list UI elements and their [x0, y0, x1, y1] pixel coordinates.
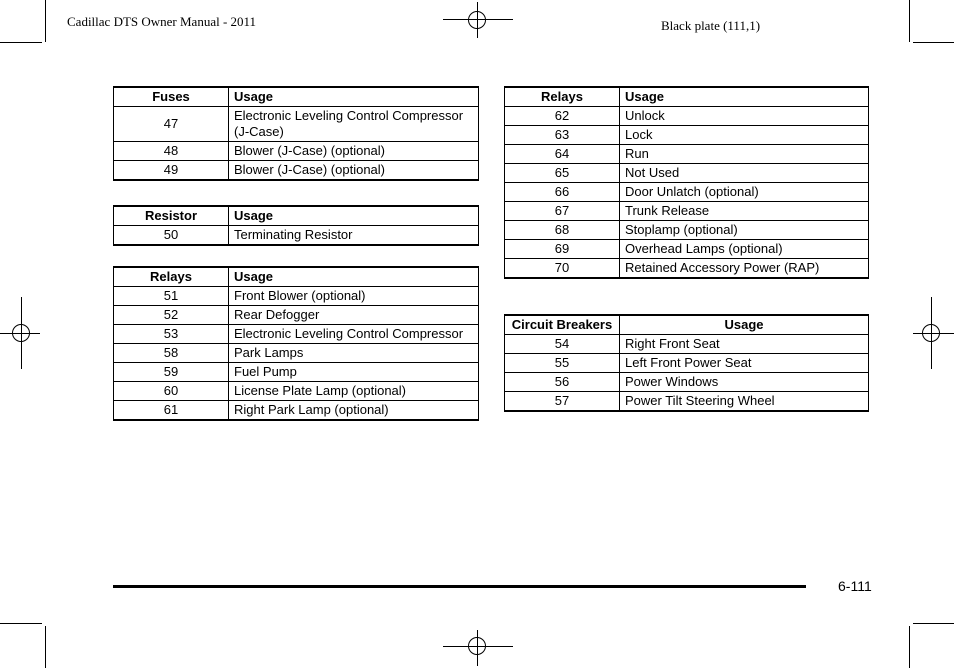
column-header: Fuses: [114, 87, 229, 107]
breaker-usage: Right Front Seat: [620, 335, 869, 354]
footer-rule: [113, 585, 806, 588]
table-row: [505, 202, 869, 221]
fuses-table: [113, 86, 479, 181]
relay-number: 58: [114, 344, 229, 363]
relay-number: 68: [505, 221, 620, 240]
table-row: [505, 373, 869, 392]
table-row: [505, 145, 869, 164]
relay-number: 70: [505, 259, 620, 279]
relay-number: 59: [114, 363, 229, 382]
circuit-breakers-table: [504, 314, 869, 412]
relay-number: 63: [505, 126, 620, 145]
column-header: Usage: [620, 315, 869, 335]
table-header-row: [114, 87, 479, 107]
relay-number: 66: [505, 183, 620, 202]
relay-usage: Trunk Release: [620, 202, 869, 221]
table-header-row: [505, 315, 869, 335]
table-row: [505, 107, 869, 126]
column-header: Usage: [229, 267, 479, 287]
relay-number: 61: [114, 401, 229, 421]
relay-number: 52: [114, 306, 229, 325]
table-row: [505, 164, 869, 183]
table-row: [505, 183, 869, 202]
table-row: [114, 161, 479, 181]
column-header: Usage: [229, 87, 479, 107]
relay-number: 51: [114, 287, 229, 306]
table-row: [114, 226, 479, 246]
column-header: Usage: [229, 206, 479, 226]
relay-number: 62: [505, 107, 620, 126]
table-row: [505, 126, 869, 145]
resistor-table: [113, 205, 479, 246]
breaker-usage: Power Tilt Steering Wheel: [620, 392, 869, 412]
fuse-number: 47: [114, 107, 229, 142]
relay-usage: Stoplamp (optional): [620, 221, 869, 240]
relay-usage: Door Unlatch (optional): [620, 183, 869, 202]
table-row: [114, 382, 479, 401]
table-row: [114, 363, 479, 382]
breaker-number: 56: [505, 373, 620, 392]
column-header: Resistor: [114, 206, 229, 226]
relay-usage: Run: [620, 145, 869, 164]
column-header: Relays: [505, 87, 620, 107]
fuse-usage: Blower (J-Case) (optional): [229, 142, 479, 161]
table-row: [505, 259, 869, 279]
resistor-usage: Terminating Resistor: [229, 226, 479, 246]
column-header: Relays: [114, 267, 229, 287]
breaker-usage: Power Windows: [620, 373, 869, 392]
table-row: [114, 325, 479, 344]
breaker-number: 55: [505, 354, 620, 373]
table-row: [114, 344, 479, 363]
table-header-row: [505, 87, 869, 107]
table-row: [114, 401, 479, 421]
relay-usage: Electronic Leveling Control Compressor: [229, 325, 479, 344]
relay-usage: Unlock: [620, 107, 869, 126]
table-row: [114, 142, 479, 161]
relay-usage: Rear Defogger: [229, 306, 479, 325]
relay-usage: Front Blower (optional): [229, 287, 479, 306]
relays-table-right: [504, 86, 869, 279]
table-header-row: [114, 206, 479, 226]
relay-number: 65: [505, 164, 620, 183]
relay-number: 64: [505, 145, 620, 164]
table-row: [114, 306, 479, 325]
fuse-number: 48: [114, 142, 229, 161]
column-header: Usage: [620, 87, 869, 107]
table-row: [505, 354, 869, 373]
relays-table-left: [113, 266, 479, 421]
relay-number: 69: [505, 240, 620, 259]
breaker-number: 54: [505, 335, 620, 354]
relay-usage: License Plate Lamp (optional): [229, 382, 479, 401]
header-manual-title: Cadillac DTS Owner Manual - 2011: [67, 14, 257, 29]
breaker-number: 57: [505, 392, 620, 412]
breaker-usage: Left Front Power Seat: [620, 354, 869, 373]
fuse-number: 49: [114, 161, 229, 181]
column-header: Circuit Breakers: [505, 315, 620, 335]
relay-usage: Lock: [620, 126, 869, 145]
table-header-row: [114, 267, 479, 287]
relay-number: 60: [114, 382, 229, 401]
fuse-usage: Electronic Leveling Control Compressor (J-Case): [229, 107, 479, 142]
page-number: 6-111: [838, 578, 872, 594]
relay-usage: Right Park Lamp (optional): [229, 401, 479, 421]
resistor-number: 50: [114, 226, 229, 246]
header-plate-info: Black plate (111,1): [661, 18, 761, 33]
relay-usage: Overhead Lamps (optional): [620, 240, 869, 259]
table-row: [114, 107, 479, 142]
relay-usage: Not Used: [620, 164, 869, 183]
relay-number: 67: [505, 202, 620, 221]
relay-usage: Retained Accessory Power (RAP): [620, 259, 869, 279]
table-row: [505, 221, 869, 240]
table-row: [505, 240, 869, 259]
relay-number: 53: [114, 325, 229, 344]
table-row: [505, 335, 869, 354]
relay-usage: Fuel Pump: [229, 363, 479, 382]
table-row: [114, 287, 479, 306]
table-row: [505, 392, 869, 412]
fuse-usage: Blower (J-Case) (optional): [229, 161, 479, 181]
relay-usage: Park Lamps: [229, 344, 479, 363]
